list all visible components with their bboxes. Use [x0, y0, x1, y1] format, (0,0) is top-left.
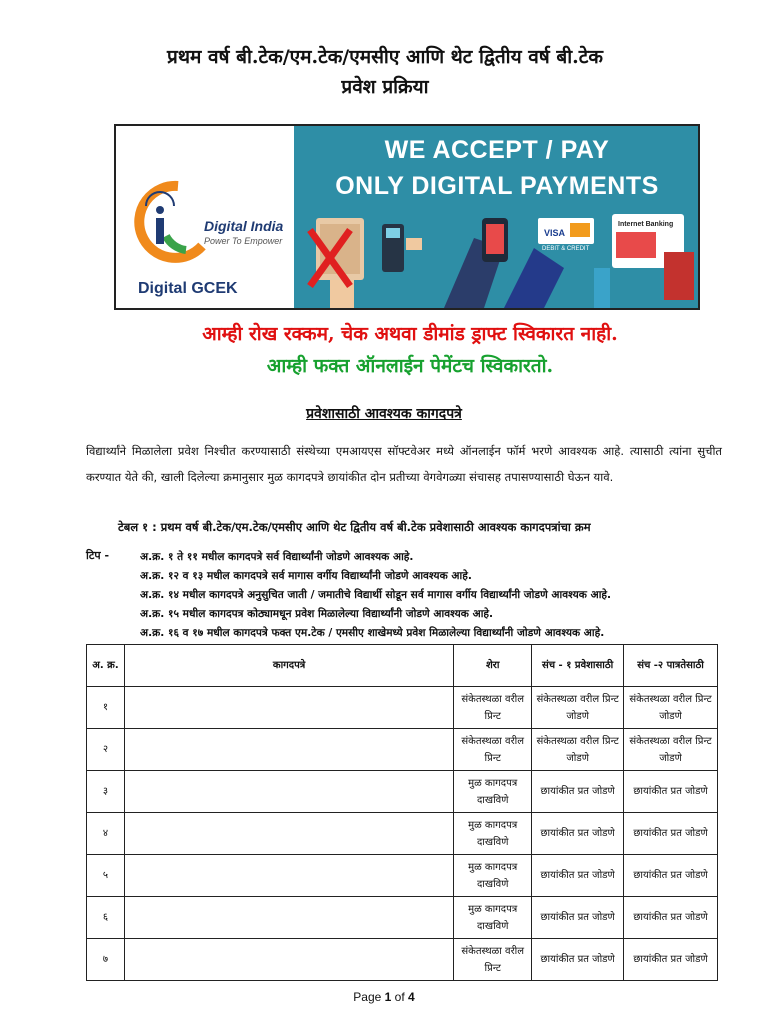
- cell-remark: संकेतस्थळा वरील प्रिन्ट: [454, 729, 532, 771]
- cell-remark: मुळ कागदपत्र दाखविणे: [454, 855, 532, 897]
- cell-document: [124, 855, 453, 897]
- title-line-2: प्रवेश प्रक्रिया: [341, 76, 429, 98]
- card-label: VISA: [544, 228, 566, 238]
- cell-serial-no: १: [87, 687, 125, 729]
- header-documents: कागदपत्रे: [124, 645, 453, 687]
- cell-set-1: संकेतस्थळा वरील प्रिन्ट जोडणे: [532, 687, 624, 729]
- banner-payment-panel: [294, 126, 700, 308]
- logo-tagline: Power To Empower: [204, 236, 283, 246]
- cell-document: [124, 897, 453, 939]
- page-title: [60, 42, 710, 102]
- cell-set-2: छायांकीत प्रत जोडणे: [624, 939, 718, 981]
- table-row: [87, 771, 718, 813]
- cell-serial-no: ३: [87, 771, 125, 813]
- tip-item: अ.क्र. १४ मधील कागदपत्रे अनुसुचित जाती / जमातीचे विद्यार्थी सोडून सर्व मागास वर्गीय विद्यार्थ्यांनी जोडणे आवश्यक आहे.: [140, 589, 612, 601]
- cell-set-2: छायांकीत प्रत जोडणे: [624, 855, 718, 897]
- cell-set-1: छायांकीत प्रत जोडणे: [532, 855, 624, 897]
- table-row: [87, 729, 718, 771]
- banner-heading-2: ONLY DIGITAL PAYMENTS: [335, 172, 659, 200]
- tip-item: अ.क्र. १५ मधील कागदपत्र कोठ्यामधून प्रवेश मिळालेल्या विद्यार्थ्यांनी जोडणे आवश्यक आहे.: [140, 608, 494, 620]
- cell-set-1: छायांकीत प्रत जोडणे: [532, 813, 624, 855]
- tip-item: अ.क्र. १२ व १३ मधील कागदपत्रे सर्व मागास वर्गीय विद्यार्थ्यांनी जोडणे आवश्यक आहे.: [140, 570, 472, 582]
- table-row: [87, 687, 718, 729]
- tip-item: अ.क्र. १ ते ११ मधील कागदपत्रे सर्व विद्यार्थ्यांनी जोडणे आवश्यक आहे.: [140, 551, 414, 563]
- logo-text: Digital India: [204, 218, 284, 234]
- cell-remark: मुळ कागदपत्र दाखविणे: [454, 897, 532, 939]
- tip-list: [140, 548, 740, 643]
- cell-set-2: संकेतस्थळा वरील प्रिन्ट जोडणे: [624, 687, 718, 729]
- cell-set-1: छायांकीत प्रत जोडणे: [532, 897, 624, 939]
- cell-remark: मुळ कागदपत्र दाखविणे: [454, 771, 532, 813]
- cell-serial-no: २: [87, 729, 125, 771]
- banner-heading-1: WE ACCEPT / PAY: [384, 136, 610, 164]
- cell-document: [124, 687, 453, 729]
- card-icon: [538, 218, 594, 252]
- cell-remark: संकेतस्थळा वरील प्रिन्ट: [454, 687, 532, 729]
- instruction-paragraph: विद्यार्थ्यांने मिळालेला प्रवेश निश्चीत करण्यासाठी संस्थेच्या एमआयएस सॉफ्टवेअर मध्ये ऑनलाईन फॉर्म भरणे आवश्यक आहे. त्यासाठी त्यांना सुचीत करण्यात येते की, खाली दिलेल्या क्रमानुसार मुळ कागदपत्रे छायांकीत दोन प्रतीच्या वेगवेगळ्या संचासह तपासण्यासाठी घेऊन यावे.: [86, 444, 722, 484]
- cell-set-2: संकेतस्थळा वरील प्रिन्ट जोडणे: [624, 729, 718, 771]
- table-header-row: [87, 645, 718, 687]
- cell-set-2: छायांकीत प्रत जोडणे: [624, 897, 718, 939]
- footer-current-page: 1: [384, 990, 392, 1004]
- cell-document: [124, 939, 453, 981]
- cell-remark: मुळ कागदपत्र दाखविणे: [454, 813, 532, 855]
- page-footer: [0, 990, 768, 1004]
- digital-payment-banner: [114, 124, 700, 310]
- cell-serial-no: ४: [87, 813, 125, 855]
- notice-online-only: आम्ही फक्त ऑनलाईन पेमेंटच स्विकारतो.: [266, 355, 554, 377]
- cell-document: [124, 729, 453, 771]
- footer-of-label: of: [394, 990, 405, 1004]
- payment-illustration: [294, 208, 700, 308]
- notice-no-cash: आम्ही रोख रक्कम, चेक अथवा डीमांड ड्राफ्ट स्विकारत नाही.: [202, 323, 618, 345]
- table-caption: टेबल १ : प्रथम वर्ष बी.टेक/एम.टेक/एमसीए आणि थेट द्वितीय वर्ष बी.टेक प्रवेशासाठी आवश्यक कागदपत्रांचा क्रम: [118, 520, 591, 534]
- cell-set-1: छायांकीत प्रत जोडणे: [532, 939, 624, 981]
- cell-serial-no: ६: [87, 897, 125, 939]
- cell-document: [124, 771, 453, 813]
- internet-banking-icon: [594, 214, 694, 308]
- table-row: [87, 813, 718, 855]
- footer-total-pages: 4: [408, 990, 415, 1004]
- banner-logo-panel: [116, 126, 294, 308]
- header-set-1: संच - १ प्रवेशासाठी: [532, 645, 624, 687]
- cell-set-2: छायांकीत प्रत जोडणे: [624, 771, 718, 813]
- title-line-1: प्रथम वर्ष बी.टेक/एम.टेक/एमसीए आणि थेट द्वितीय वर्ष बी.टेक: [167, 46, 603, 68]
- tip-label: टिप -: [86, 549, 110, 562]
- cell-serial-no: ५: [87, 855, 125, 897]
- header-serial-no: अ. क्र.: [87, 645, 125, 687]
- tip-item: अ.क्र. १६ व १७ मधील कागदपत्रे फक्त एम.टेक / एमसीए शाखेमध्ये प्रवेश मिळालेल्या विद्यार्थ्यांनी जोडणे आवश्यक आहे.: [140, 627, 605, 639]
- org-name: Digital GCEK: [138, 280, 238, 297]
- cell-set-1: संकेतस्थळा वरील प्रिन्ट जोडणे: [532, 729, 624, 771]
- table-row: [87, 897, 718, 939]
- card-sublabel: DEBIT & CREDIT: [542, 246, 590, 252]
- cell-set-2: छायांकीत प्रत जोडणे: [624, 813, 718, 855]
- cell-serial-no: ७: [87, 939, 125, 981]
- table-row: [87, 939, 718, 981]
- header-remark: शेरा: [454, 645, 532, 687]
- header-set-2: संच -२ पात्रतेसाठी: [624, 645, 718, 687]
- footer-page-label: Page: [353, 990, 382, 1004]
- cell-remark: संकेतस्थळा वरील प्रिन्ट: [454, 939, 532, 981]
- cell-document: [124, 813, 453, 855]
- documents-table: [86, 644, 718, 981]
- netbanking-label: Internet Banking: [618, 221, 674, 228]
- card-machine-icon: [382, 224, 422, 272]
- cell-set-1: छायांकीत प्रत जोडणे: [532, 771, 624, 813]
- section-heading: प्रवेशासाठी आवश्यक कागदपत्रे: [306, 406, 462, 422]
- table-row: [87, 855, 718, 897]
